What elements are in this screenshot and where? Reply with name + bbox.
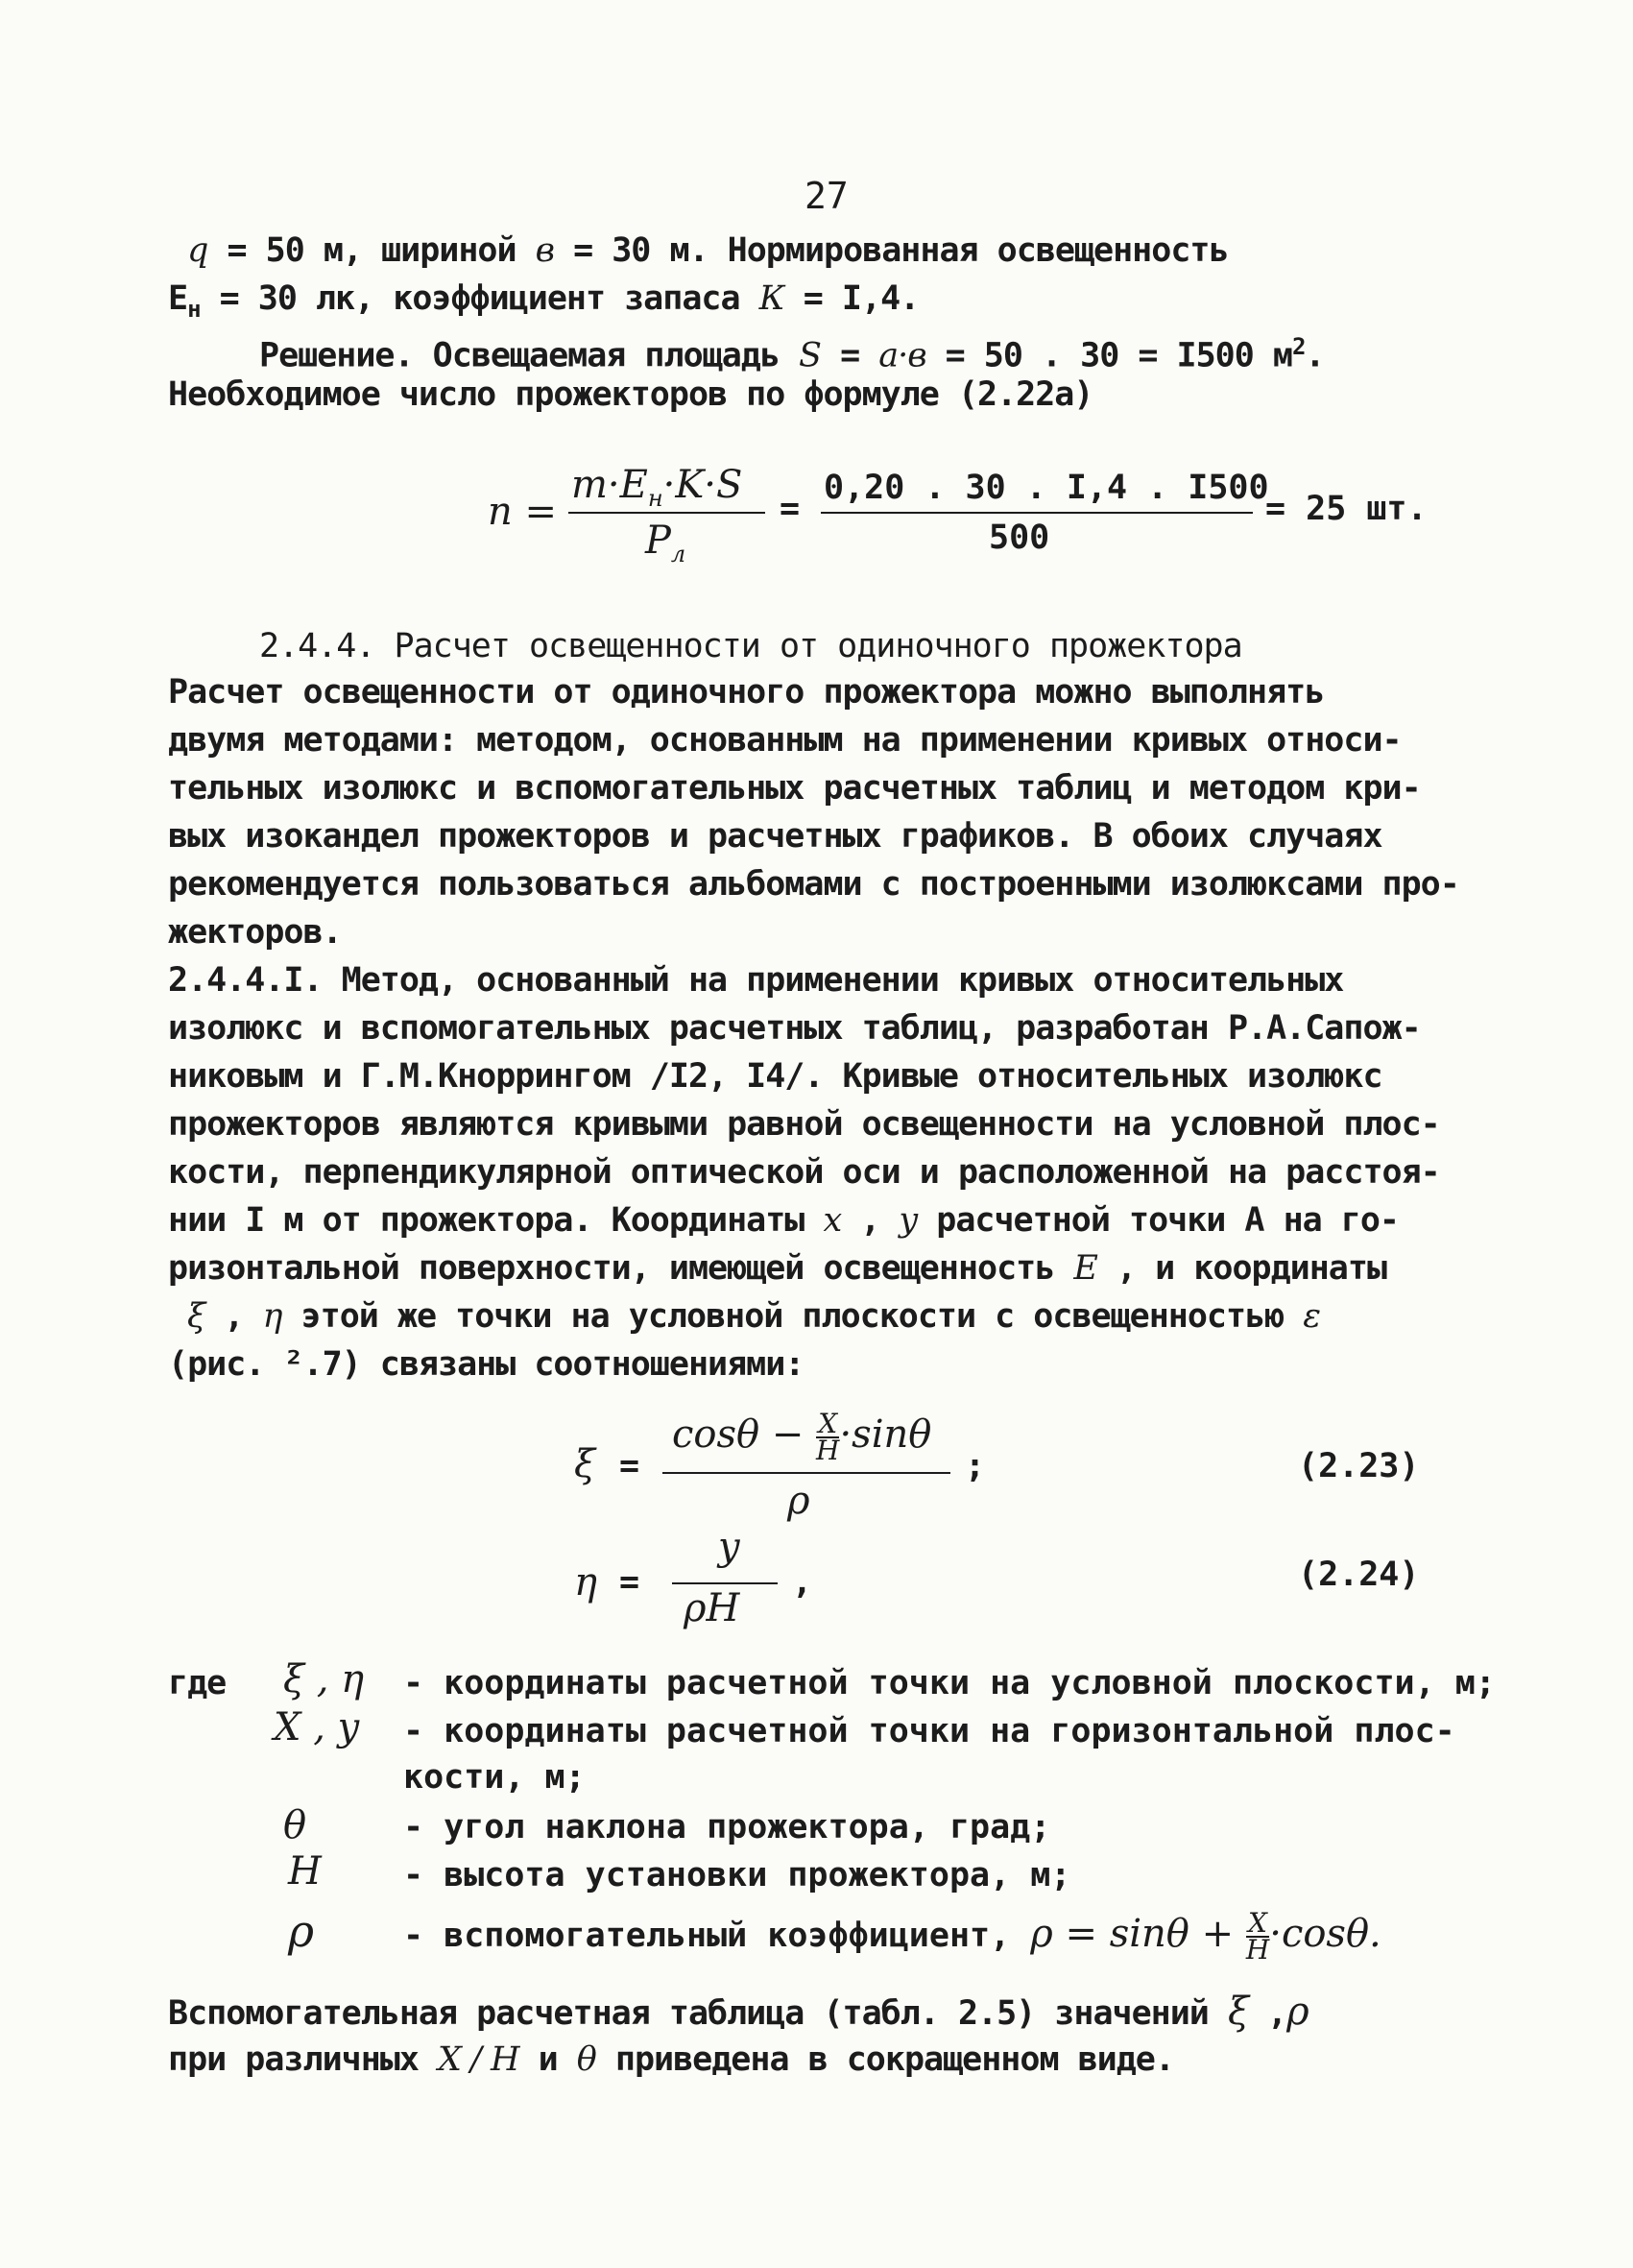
eq223-lhs: ξ bbox=[574, 1442, 596, 1486]
formula-n-result: = 25 шт. bbox=[1265, 490, 1428, 528]
def-text-h: - высота установки прожектора, м; bbox=[403, 1856, 1071, 1894]
var-b: в bbox=[535, 231, 555, 270]
eq223-label: (2.23) bbox=[1298, 1447, 1420, 1485]
def-text-theta: - угол наклона прожектора, град; bbox=[403, 1808, 1051, 1846]
var-k: К bbox=[758, 279, 784, 318]
eq224-lhs: η bbox=[574, 1560, 597, 1604]
eq223-tail: ; bbox=[965, 1447, 986, 1485]
eq223-bar bbox=[662, 1472, 950, 1474]
formula-n-den1: $P_л$ bbox=[645, 519, 686, 567]
where-word: где bbox=[168, 1664, 227, 1702]
line-1: q = 50 м, шириной в = 30 м. Нормированная освещенность bbox=[187, 231, 1229, 270]
def-sym-theta: θ bbox=[283, 1803, 307, 1847]
page-number: 27 bbox=[804, 175, 849, 217]
eq223-eq: = bbox=[619, 1447, 640, 1485]
def-sym-x-y: X , y bbox=[274, 1705, 360, 1749]
rho-formula: ρ = sinθ + $\frac{X}{H}$ ·cosθ. bbox=[1030, 1907, 1381, 1966]
eq224-tail: , bbox=[792, 1563, 813, 1602]
line-4: Необходимое число прожекторов по формуле (2.22а) bbox=[168, 375, 1093, 414]
document-page: 27 q = 50 м, шириной в = 30 м. Нормированная освещенность $Е_н = 30$ лк, коэффициент запаса К = I,4. Решение. Освещаемая площадь S = a·в = 50 . 30 = I500 $м^2$. Необходимое число прожекторов по формуле (2.22а) n = $m\cdot E_н\cdot K\cdot S$ $P_л$ = 0,20 . 30 . I,4 . I500 500 = 25 шт. 2.4.4. Расчет освещенности от одиночного прожектора Расчет освещенности от одиночного прожектора можно выполнять двумя методами: методом, основанным на применении кривых относи- тельных изолюкс и вспомогательных расчетных таблиц и методом кри- вых изокандел прожекторов и расчетных графиков. В обоих случаях рекомендуется пользоваться альбомами с построенными изолюксами про- жекторов. 2.4.4.I. Метод, основанный на применении кривых относительных изолюкс и вспомогательных расчетных таблиц, разработан Р.А.Сапож- никовым и Г.М.Кноррингом /I2, I4/. Кривые относительных изолюкс прожекторов являются кривыми равной освещенности на условной плос- кости, перпендикулярной оптической оси и расположенной на расстоя- нии I м от прожектора. Координаты x , y расчетной точки А на го- ризонтальной поверхности, имеющей освещенность E , и координаты ξ , η этой же точки на условной плоскости с освещенностью ε (рис. ².7) связаны соотношениями: ξ = cosθ − $\frac{X}{H}$ ·sinθ ρ ; (2.23) η = y ρH , (2.24) где ξ , η - координаты расчетной точки на условной плоскости, м; X , y - координаты расчетной точки на горизонтальной плос- кости, м; θ - угол наклона прожектора, град; H - высота установки прожектора, м; ρ - вспомогательный коэффициент, ρ = sinθ + $\frac{X}{H}$ ·cosθ. Вспомогательная расчетная таблица (табл. 2.5) значений ξ ,ρ при различных X / H и θ приведена в сокращенном виде. bbox=[168, 175, 1496, 2079]
eq224-label: (2.24) bbox=[1298, 1556, 1420, 1594]
def-text-rho: - вспомогательный коэффициент, ρ = sinθ + $\frac{X}{H}$ ·cosθ. bbox=[403, 1907, 1381, 1966]
def-text-x-y-cont: кости, м; bbox=[403, 1758, 586, 1797]
line-2: $Е_н = 30$ лк, коэффициент запаса К = I,4. bbox=[168, 279, 920, 323]
formula-n-lhs: n = bbox=[488, 490, 557, 534]
eq224-eq: = bbox=[619, 1563, 640, 1602]
formula-n-den2: 500 bbox=[989, 519, 1050, 557]
formula-n-num1: $m\cdot E_н\cdot K\cdot S$ bbox=[571, 463, 743, 512]
eq224-bar bbox=[672, 1582, 778, 1584]
var-a: q bbox=[187, 231, 208, 270]
eq223-num: cosθ − $\frac{X}{H}$ ·sinθ bbox=[672, 1408, 932, 1466]
def-text-x-y: - координаты расчетной точки на горизонтальной плос- bbox=[403, 1712, 1455, 1750]
eq223-den: ρ bbox=[787, 1479, 810, 1523]
def-sym-h: H bbox=[288, 1849, 322, 1894]
formula-n-num2: 0,20 . 30 . I,4 . I500 bbox=[824, 469, 1269, 507]
section-heading: 2.4.4. Расчет освещенности от одиночного прожектора bbox=[259, 627, 1242, 665]
def-text-xi-eta: - координаты расчетной точки на условной плоскости, м; bbox=[403, 1664, 1496, 1702]
line-3: Решение. Освещаемая площадь S = a·в = 50 . 30 = I500 $м^2$. bbox=[259, 333, 1325, 375]
def-sym-rho: ρ bbox=[288, 1905, 315, 1957]
eq224-num: y bbox=[718, 1525, 740, 1569]
eq224-den: ρH bbox=[684, 1586, 740, 1630]
formula-n-eq: = bbox=[780, 490, 801, 528]
def-sym-xi-eta: ξ , η bbox=[283, 1657, 365, 1701]
formula-n-bar2 bbox=[821, 512, 1253, 514]
formula-n-bar1 bbox=[568, 512, 765, 514]
